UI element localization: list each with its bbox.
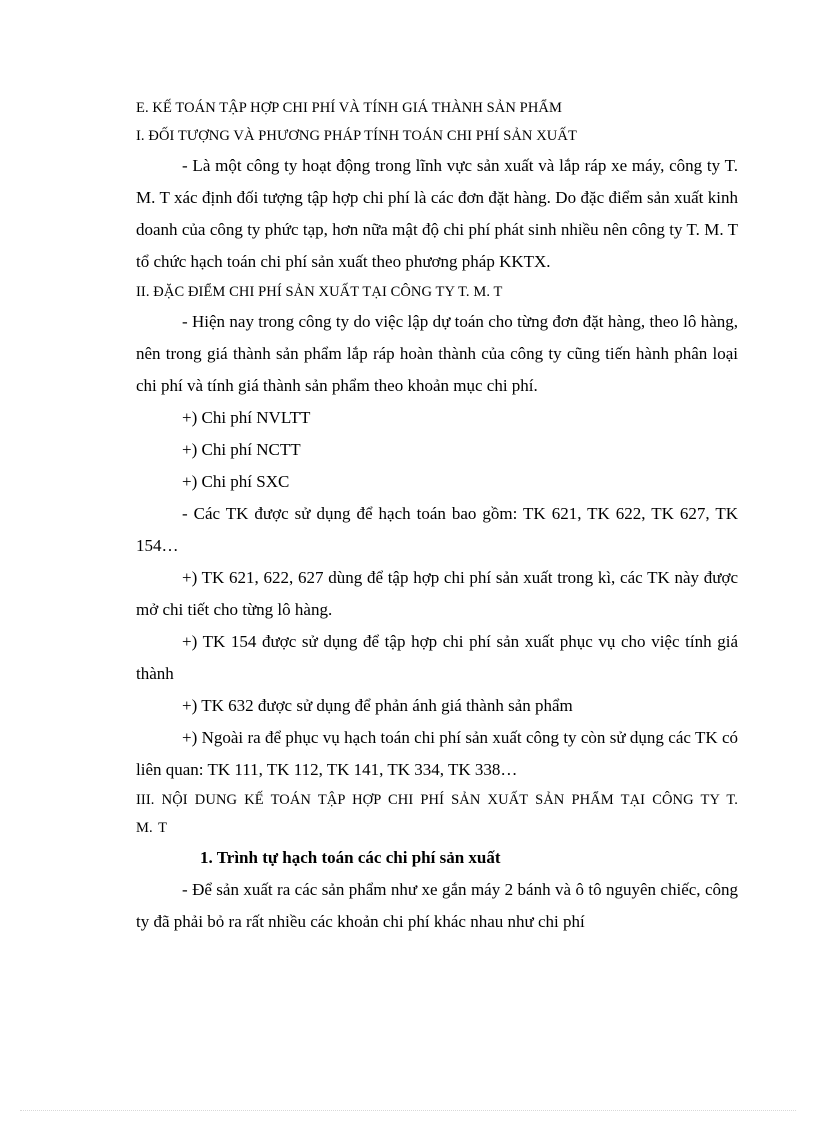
section-1-paragraph: - Là một công ty hoạt động trong lĩnh vực sản xuất và lắp ráp xe máy, công ty T. M. T xác định đối tượng tập hợp chi phí là các đơn đặt hàng. Do đặc điểm sản xuất kinh doanh của công ty phức tạp, hơn nữa mật độ chi phí phát sinh nhiều nên công ty T. M. T tổ chức hạch toán chi phí sản xuất theo phương pháp KKTX. (136, 156, 738, 271)
document-body (136, 94, 738, 938)
section-1-heading: I. ĐỐI TƯỢNG VÀ PHƯƠNG PHÁP TÍNH TOÁN CHI PHÍ SẢN XUẤT (136, 128, 577, 144)
section-2-paragraph: - Hiện nay trong công ty do việc lập dự toán cho từng đơn đặt hàng, theo lô hàng, nên trong giá thành sản phẩm lắp ráp hoàn thành của công ty cũng tiến hành phân loại chi phí và tính giá thành sản phẩm theo khoản mục chi phí. (136, 312, 738, 395)
account-154-paragraph: +) TK 154 được sử dụng để tập hợp chi phí sản xuất phục vụ cho việc tính giá thành (136, 632, 738, 683)
subsection-1-paragraph: - Để sản xuất ra các sản phẩm như xe gắn máy 2 bánh và ô tô nguyên chiếc, công ty đã phải bỏ ra rất nhiều các khoản chi phí khác nhau như chi phí (136, 880, 738, 931)
account-621-paragraph: +) TK 621, 622, 627 dùng để tập hợp chi phí sản xuất trong kì, các TK này được mở chi tiết cho từng lô hàng. (136, 568, 738, 619)
section-2-heading: II. ĐẶC ĐIỂM CHI PHÍ SẢN XUẤT TẠI CÔNG TY T. M. T (136, 284, 503, 300)
cost-item-sxc: +) Chi phí SXC (182, 472, 290, 491)
cost-item-nctt: +) Chi phí NCTT (182, 440, 301, 459)
cost-item-nvltt: +) Chi phí NVLTT (182, 408, 311, 427)
other-accounts-paragraph: +) Ngoài ra để phục vụ hạch toán chi phí sản xuất công ty còn sử dụng các TK có liên quan: TK 111, TK 112, TK 141, TK 334, TK 338… (136, 728, 738, 779)
page-bottom-divider (20, 1110, 796, 1111)
account-632-line: +) TK 632 được sử dụng để phản ánh giá thành sản phẩm (182, 696, 573, 715)
section-e-heading: E. KẾ TOÁN TẬP HỢP CHI PHÍ VÀ TÍNH GIÁ THÀNH SẢN PHẨM (136, 100, 562, 116)
section-3-heading: III. NỘI DUNG KẾ TOÁN TẬP HỢP CHI PHÍ SẢN XUẤT SẢN PHẨM TẠI CÔNG TY T. M. T (136, 792, 738, 836)
accounts-paragraph: - Các TK được sử dụng để hạch toán bao gồm: TK 621, TK 622, TK 627, TK 154… (136, 504, 738, 555)
subsection-1-heading: 1. Trình tự hạch toán các chi phí sản xuất (200, 848, 501, 867)
